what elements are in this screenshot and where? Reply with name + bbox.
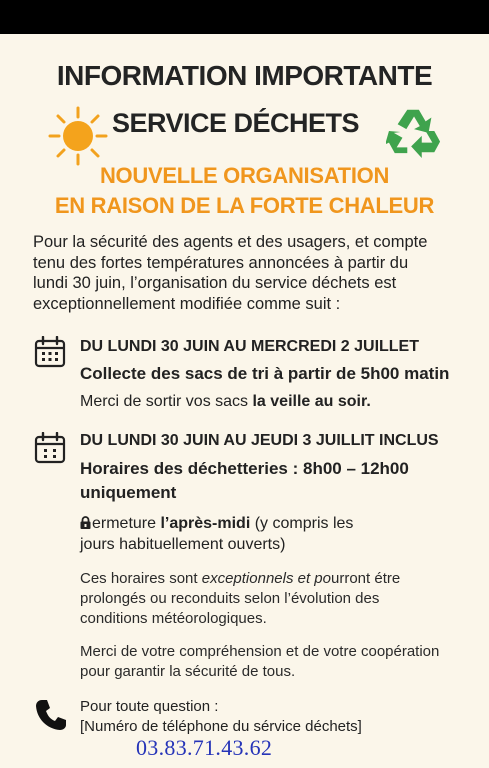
sun-icon	[46, 104, 110, 168]
note-line: conditions météorologiques.	[80, 610, 267, 627]
recycle-icon	[386, 104, 444, 158]
section1-text-prefix: Merci de sortir vos sacs	[80, 393, 253, 410]
calendar-icon	[34, 432, 66, 464]
section1-text-bold: la veille au soir.	[252, 393, 371, 410]
note-paragraph	[80, 569, 465, 629]
calendar-icon	[34, 336, 66, 368]
intro-line: exceptionnellement modifiée comme suit :	[33, 294, 341, 313]
top-bar	[0, 0, 489, 34]
section1-text	[80, 391, 371, 412]
closure-suffix: (y compris les	[250, 515, 354, 532]
subtitle-line-2: EN RAISON DE LA FORTE CHALEUR	[54, 193, 435, 218]
note-text: urront étre	[331, 570, 401, 587]
section2-subtitle-1: Horaires des déchetteries : 8h00 – 12h00	[80, 459, 409, 478]
closure-line-1	[80, 513, 353, 534]
thanks-line: pour garantir la sécurité de tous.	[80, 663, 296, 680]
subtitle-line-1: NOUVELLE ORGANISATION	[99, 163, 390, 188]
section2-subtitle-2: uniquement	[80, 483, 177, 502]
section2-title: DU LUNDI 30 JUIN AU JEUDI 3 JUILLIT INCLUS	[80, 432, 439, 449]
intro-paragraph	[33, 232, 453, 314]
closure-line-2: jours habituellement ouverts)	[80, 536, 286, 553]
closure-prefix: ermeture	[92, 515, 161, 532]
page-title: INFORMATION IMPORTANTE	[56, 60, 433, 91]
note-line	[80, 569, 465, 589]
note-line: prolongés ou reconduits selon l’évolution des	[80, 590, 380, 607]
thanks-line: Merci de votre compréhension et de votre coopération	[80, 643, 440, 660]
service-title: SERVICE DÉCHETS	[112, 108, 360, 138]
lock-icon	[80, 516, 91, 529]
phone-number[interactable]: 03.83.71.43.62	[136, 735, 273, 760]
note-text: Ces horaires sont	[80, 570, 202, 587]
thanks-paragraph	[80, 642, 465, 682]
phone-icon	[34, 698, 68, 732]
note-italic: exceptionnels et po	[201, 570, 331, 587]
intro-line: tenu des fortes températures annoncées à partir du	[33, 253, 409, 272]
section1-title: DU LUNDI 30 JUIN AU MERCREDI 2 JUILLET	[80, 338, 419, 355]
contact-placeholder: [Numéro de téléphone du sérvice déchets]	[80, 718, 362, 735]
closure-bold: l’après-midi	[160, 515, 251, 532]
intro-line: lundi 30 juin, l’organisation du service déchets est	[33, 274, 397, 292]
intro-line: Pour la sécurité des agents et des usagers, et compte	[33, 233, 428, 251]
contact-question: Pour toute question :	[80, 698, 219, 715]
section1-subtitle: Collecte des sacs de tri à partir de 5h00 matin	[80, 364, 450, 383]
